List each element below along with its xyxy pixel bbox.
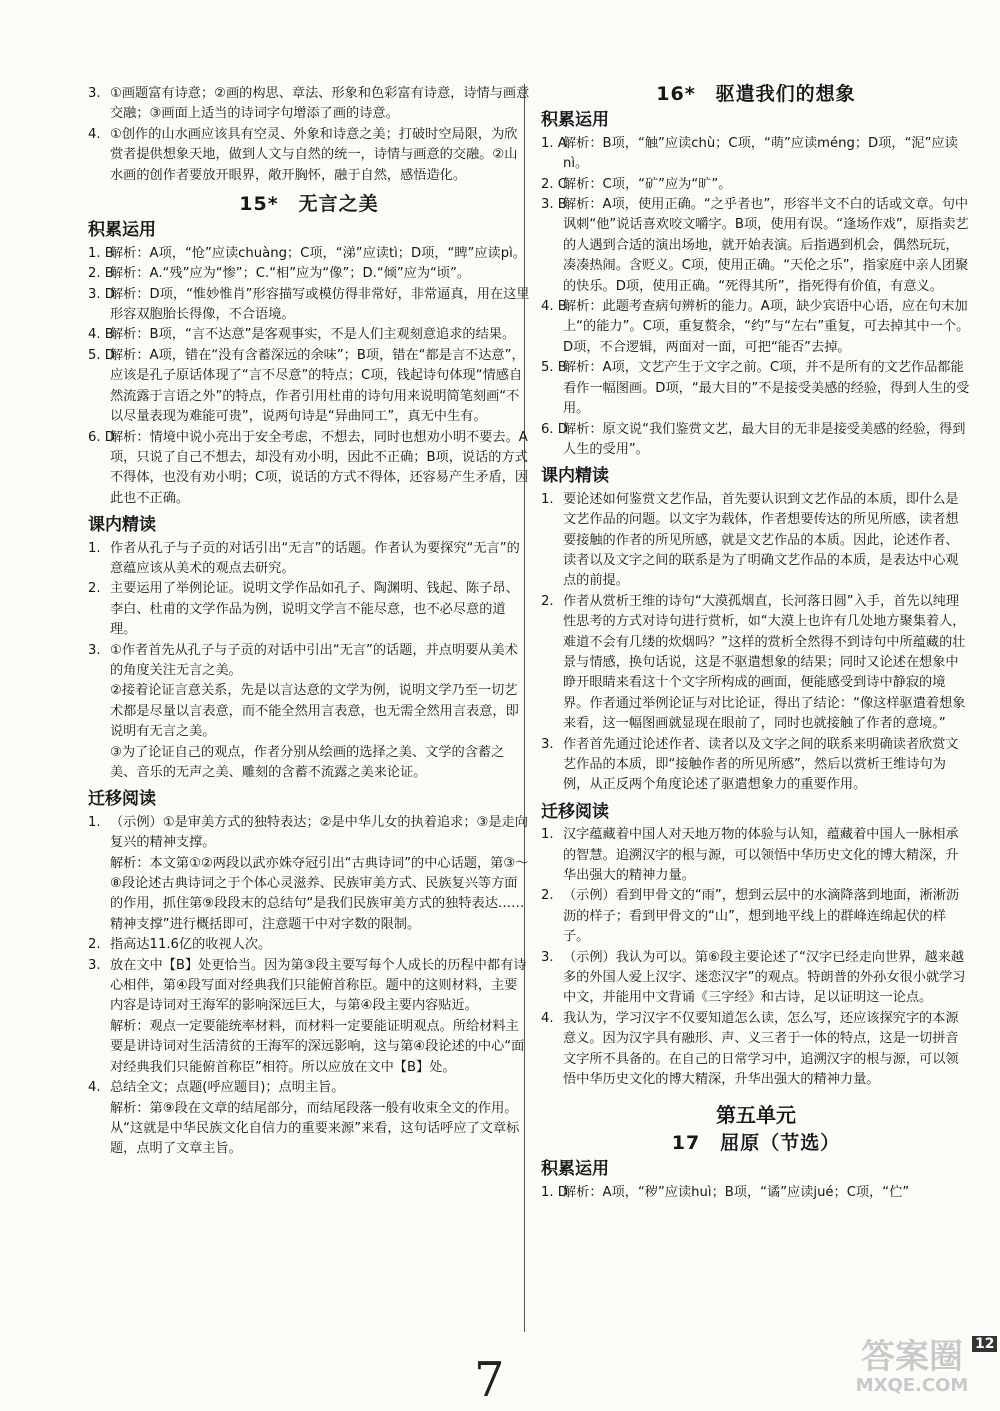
answer-analysis: 解析：第⑨段在文章的结尾部分，而结尾段落一般有收束全文的作用。从“这就是中华民族文化自信力的重要来源”来看，这句话呼应了文章标题，点明了文章主旨。 bbox=[110, 1100, 520, 1157]
answer-item: 1. D 解析：A项，“秽”应读huì；B项，“谲”应读jué；C项，“伫” bbox=[541, 1184, 910, 1200]
answer-item: 2. （示例）看到甲骨文的“雨”，想到云层中的水滴降落到地面，淅淅沥沥的样子；看到甲骨文的“山”，想到地平线上的群峰连绵起伏的样子。 bbox=[541, 888, 960, 945]
answer-item: 2. 主要运用了举例论证。说明文学作品如孔子、陶渊明、钱起、陈子昂、李白、杜甫的文学作品为例，说明文学言不能尽意，也不必尽意的道理。 bbox=[88, 581, 519, 638]
answer-item: 4. 总结全文；点题(呼应题目)；点明主旨。 bbox=[88, 1080, 345, 1096]
section-heading: 迁移阅读 bbox=[88, 789, 156, 810]
answer-item: 1. A 解析：B项，“触”应读chù；C项，“萌”应读méng；D项，“泥”应读nì。 bbox=[541, 135, 958, 172]
page-number-tab: 12 bbox=[972, 1336, 997, 1352]
lesson-17-title: 17 屈原（节选） bbox=[671, 1131, 841, 1154]
answer-item: 3. 放在文中【B】处更恰当。因为第③段主要写每个人成长的历程中都有诗心相伴，第④段写面对经典我们只能俯首称臣。题中的这则材料，主要内容是诗词对王海军的影响深远巨大，与第④段主要内容贴近。 bbox=[88, 957, 527, 1014]
answer-item: 3. （示例）我认为可以。第⑥段主要论述了“汉字已经走向世界，越来越多的外国人爱上汉字、迷恋汉字”的观点。特朗普的外孙女很小就学习中文，并能用中文背诵《三字经》和古诗，足以证明这一论点。 bbox=[541, 949, 966, 1006]
answer-item: 1. （示例）①是审美方式的独特表达；②是中华儿女的执着追求；③是走向复兴的精神支撑。 bbox=[88, 814, 528, 851]
left-column bbox=[88, 84, 530, 1160]
section-heading: 课内精读 bbox=[88, 515, 156, 536]
handwritten-page-number: 7 bbox=[474, 1352, 505, 1408]
answer-item: 5. D 解析：A项，错在“没有含蓄深远的余味”；B项，错在“都是言不达意”，应该是孔子原话体现了“言不尽意”的特点；C项，钱起诗句体现“情感自然流露于言语之外”的特点，作者引用杜甫的诗句用来说明简笔刻画“不以尽量表现为难能可贵”，说两句诗是“异曲同工”，真无中生有。 bbox=[88, 347, 525, 425]
answer-item: 3. 作者首先通过论述作者、读者以及文字之间的联系来明确读者欣赏文艺作品的本质，即“接触作者的所见所感”，然后以赏析王维诗句为例，从正反两个角度论述了驱遣想象力的重要作用。 bbox=[541, 736, 959, 793]
answer-item: 5. B 解析：A项，文艺产生于文字之前。C项，并不是所有的文艺作品都能看作一幅图画。D项，“最大目的”不是接受美感的经验，得到人生的受用。 bbox=[541, 360, 970, 417]
answer-item: 1. 汉字蕴藏着中国人对天地万物的体验与认知，蕴藏着中国人一脉相承的智慧。追溯汉字的根与源，可以领悟中华历史文化的博大精深，升华出强大的精神力量。 bbox=[541, 827, 959, 884]
answer-item: 1. 作者从孔子与子贡的对话引出“无言”的话题。作者认为要探究“无言”的意蕴应该从美术的观点去研究。 bbox=[88, 540, 520, 576]
answer-item: 4. B 解析：此题考查病句辨析的能力。A项，缺少宾语中心语，应在句末加上“的能力”。C项，重复赘余，“约”与“左右”重复，可去掉其中一个。D项，不合逻辑，两面对一面，可把“能否”去掉。 bbox=[541, 299, 970, 355]
answer-item: 3. D 解析：D项，“惟妙惟肖”形容描写或模仿得非常好，非常逼真，用在这里形容双胞胎长得像，不合语境。 bbox=[88, 286, 530, 323]
answer-item: 3. ①作者首先从孔子与子贡的对话中引出“无言”的话题，并点明要从美术的角度关注无言之美。 bbox=[88, 642, 518, 678]
answer-item: 4. ①创作的山水画应该具有空灵、外象和诗意之美；打破时空局限，为欣赏者提供想象天地，做到人文与自然的统一，诗情与画意的交融。②山水画的创作者要放开眼界，敞开胸怀，融于自然，感悟造化。 bbox=[88, 126, 518, 183]
answer-item: 4. 我认为，学习汉字不仅要知道怎么读，怎么写，还应该探究字的本源意义。因为汉字具有融形、声、义三者于一体的特点，这是一切拼音文字所不具备的。在自己的日常学习中，追溯汉字的根与源，可以领悟中华历史文化的博大精深，升华出强大的精神力量。 bbox=[541, 1010, 959, 1088]
answer-item: 2. 指高达11.6亿的收视人次。 bbox=[88, 937, 272, 953]
section-heading: 积累运用 bbox=[541, 1159, 609, 1180]
answer-continuation: ③为了论证自己的观点，作者分别从绘画的选择之美、文学的含蓄之美、音乐的无声之美、雕刻的含蓄不流露之美来论证。 bbox=[110, 744, 505, 780]
answer-item: 1. 要论述如何鉴赏文艺作品，首先要认识到文艺作品的本质，即什么是文艺作品的问题。以文字为载体，作者想要传达的所见所感，读者想要接触的作者的所见所感，就是文艺作品的本质。因此，论述作者、读者以及文字之间的联系是为了明确文艺作品的本质，是表达中心观点的前提。 bbox=[541, 491, 959, 589]
right-column bbox=[541, 84, 971, 1203]
answer-item: 2. 作者从赏析王维的诗句“大漠孤烟直，长河落日圆”入手，首先以纯理性思考的方式对诗句进行赏析，如“大漠上也许有几处地方聚集着人，难道不会有几缕的炊烟吗？”这样的赏析全然得不到诗句中所蕴藏的壮景与情感，换句话说，这是不驱遣想象的结果；同时又论述在想象中睁开眼睛来看这十个文字所构成的画面，便能感受到诗中静寂的境界。作者通过举例论证与对比论证，得出了结论：“像这样驱遣着想象来看，这一幅图画就显现在眼前了，同时也就接触了作者的意境。” bbox=[541, 593, 966, 732]
watermark-domain: MXQE.COM bbox=[855, 1375, 969, 1396]
section-heading: 迁移阅读 bbox=[541, 801, 609, 822]
answer-item: 6. D 解析：情境中说小亮出于安全考虑，不想去，同时也想劝小明不要去。A项，只说了自己不想去，却没有劝小明，因此不正确；B项，说话的方式不得体，也没有劝小明；C项，说话的方式不得体，还容易产生矛盾，因此也不正确。 bbox=[88, 429, 529, 506]
answer-item: 3. ①画题富有诗意；②画的构思、章法、形象和色彩富有诗意，诗情与画意交融；③画面上适当的诗词字句增添了画的诗意。 bbox=[88, 86, 530, 122]
section-heading: 课内精读 bbox=[541, 466, 609, 487]
section-heading: 积累运用 bbox=[541, 110, 609, 131]
lesson-16-title: 16* 驱遣我们的想象 bbox=[656, 83, 856, 105]
answer-item: 2. C 解析：C项，“矿”应为“旷”。 bbox=[541, 176, 732, 192]
watermark-text: 答案圈 bbox=[861, 1337, 963, 1377]
answer-item: 1. B 解析：A项，“怆”应读chuàng；C项，“涕”应读tì；D项，“睥”应读pì。 bbox=[88, 245, 526, 261]
section-heading: 积累运用 bbox=[88, 220, 156, 241]
unit-heading: 第五单元 bbox=[716, 1102, 796, 1127]
answer-item: 4. B 解析：B项，“言不达意”是客观事实，不是人们主观刻意追求的结果。 bbox=[88, 327, 516, 343]
answer-continuation: ②接着论证言意关系，先是以言达意的文学为例，说明文学乃至一切艺术都是尽量以言表意，而不能全然用言表意，也无需全然用言表意，即说明有无言之美。 bbox=[110, 683, 519, 740]
lesson-15-title: 15* 无言之美 bbox=[239, 193, 379, 216]
watermark-logo bbox=[832, 1338, 992, 1404]
answer-item: 3. B 解析：A项，使用正确。“之乎者也”，形容半文不白的话或文章。句中讽刺“他”说话喜欢咬文嚼字。B项，使用有误。“逢场作戏”，原指卖艺的人遇到合适的演出场地，就开始表演。后指遇到机会，偶然玩玩，凑凑热闹。含贬义。C项，使用正确。“天伦之乐”，指家庭中亲人团聚的快乐。D项，使用正确。“死得其所”，指死得有价值，有意义。 bbox=[541, 197, 969, 294]
answer-analysis: 解析：观点一定要能统率材料，而材料一定要能证明观点。所给材料主要是讲诗词对生活清贫的王海军的深远影响，这与第④段论述的中心“面对经典我们只能俯首称臣”相符。所以应放在文中【B】处。 bbox=[110, 1018, 525, 1075]
answer-item: 6. D 解析：原文说“我们鉴赏文艺，最大目的无非是接受美感的经验，得到人生的受用”。 bbox=[541, 421, 966, 457]
answer-analysis: 解析：本文第①②两段以武亦姝夺冠引出“古典诗词”的中心话题，第③～⑧段论述古典诗词之于个体心灵滋养、民族审美方式、民族复兴等方面的作用，抓住第⑨段段末的总结句“是我们民族审美方式的独特表达……精神支撑”进行概括即可，注意题干中对字数的限制。 bbox=[110, 855, 529, 932]
answer-item: 2. B 解析：A.“残”应为“惨”；C.“相”应为“像”；D.“倾”应为“顷”。 bbox=[88, 266, 471, 282]
